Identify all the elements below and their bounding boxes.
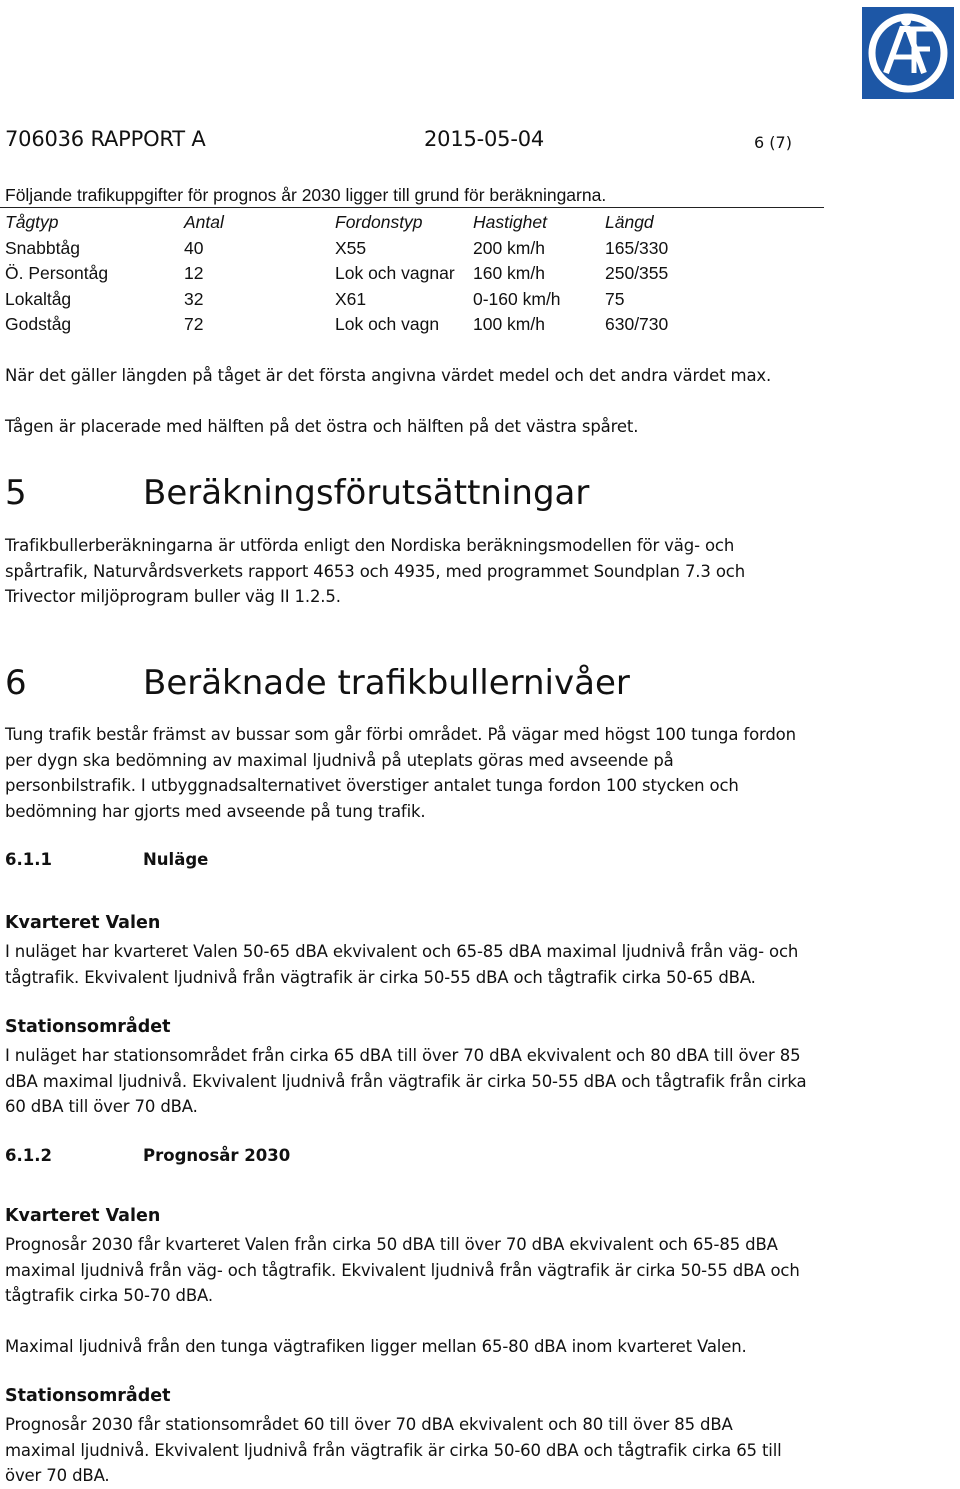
- paragraph-line: dBA maximal ljudnivå. Ekvivalent ljudnivå från vägtrafik är cirka 50-55 dBA och tågtrafik från cirka: [5, 1071, 807, 1091]
- table-row: [5, 312, 695, 338]
- table-cell: 100 km/h: [473, 314, 545, 335]
- note-length: När det gäller längden på tåget är det första angivna värdet medel och det andra värdet max.: [5, 366, 772, 385]
- table-header-row: [5, 210, 695, 236]
- column-header: Hastighet: [473, 212, 547, 233]
- table-cell: 200 km/h: [473, 237, 545, 258]
- table-cell: 630/730: [605, 314, 669, 335]
- paragraph-line: Trafikbullerberäkningarna är utförda enligt den Nordiska beräkningsmodellen för väg- och: [5, 536, 735, 555]
- table-cell: Lok och vagn: [335, 314, 440, 335]
- document-id: 706036 RAPPORT A: [5, 127, 206, 151]
- company-logo: [862, 7, 954, 99]
- paragraph-line: spårtrafik, Naturvårdsverkets rapport 4653 och 4935, med programmet Soundplan 7.3 och: [5, 561, 746, 581]
- subsection-number: 6.1.2: [5, 1146, 52, 1165]
- column-header: Fordonstyp: [335, 212, 423, 233]
- paragraph-line: per dygn ska bedömning av maximal ljudnivå på uteplats göras med avseende på: [5, 750, 674, 770]
- paragraph-line: Prognosår 2030 får kvarteret Valen från cirka 50 dBA till över 70 dBA ekvivalent och 65-85 dBA: [5, 1235, 778, 1254]
- paragraph-line: över 70 dBA.: [5, 1466, 110, 1486]
- table-cell: 75: [605, 288, 625, 309]
- table-cell: X55: [335, 237, 367, 258]
- page-number: 6 (7): [754, 133, 792, 152]
- paragraph-line: I nuläget har stationsområdet från cirka 65 dBA till över 70 dBA ekvivalent och 80 dBA till över 85: [5, 1046, 801, 1065]
- paragraph-line: personbilstrafik. I utbyggnadsalternativet överstiger antalet tunga fordon 100 stycken och: [5, 776, 739, 796]
- heavy-traffic-note: Maximal ljudnivå från den tunga vägtrafiken ligger mellan 65-80 dBA inom kvarteret Valen.: [5, 1337, 747, 1356]
- paragraph-line: Trivector miljöprogram buller väg II 1.2.5.: [5, 587, 341, 607]
- paragraph-line: I nuläget har kvarteret Valen 50-65 dBA ekvivalent och 65-85 dBA maximal ljudnivå från väg- och: [5, 942, 799, 961]
- subsection-heading-6-1-2: [5, 1146, 290, 1165]
- column-header: Antal: [184, 212, 224, 233]
- paragraph-line: maximal ljudnivå. Ekvivalent ljudnivå från vägtrafik är cirka 50-60 dBA och tågtrafik cirka 65 till: [5, 1440, 782, 1460]
- section-title: Beräkningsförutsättningar: [143, 473, 590, 513]
- paragraph-line: Tung trafik består främst av bussar som går förbi området. På vägar med högst 100 tunga fordon: [5, 725, 796, 744]
- section-heading-5: [5, 473, 589, 513]
- subheading-station: Stationsområdet: [5, 1386, 171, 1406]
- document-date: 2015-05-04: [424, 127, 545, 151]
- intro-text: Följande trafikuppgifter för prognos år 2030 ligger till grund för beräkningarna.: [5, 185, 607, 205]
- subheading-station: Stationsområdet: [5, 1017, 171, 1037]
- table-cell: 250/355: [605, 263, 669, 284]
- table-row: [5, 261, 695, 287]
- section-heading-6: [5, 663, 630, 703]
- table-row: [5, 236, 695, 262]
- table-cell: Ö. Persontåg: [5, 263, 109, 284]
- table-cell: 40: [184, 237, 204, 258]
- table-rule: [0, 207, 824, 208]
- column-header: Tågtyp: [5, 212, 59, 233]
- column-header: Längd: [605, 212, 654, 233]
- table-cell: 160 km/h: [473, 263, 545, 284]
- paragraph-line: tågtrafik. Ekvivalent ljudnivå från vägtrafik är cirka 50-55 dBA och tågtrafik cirka 50-65 dBA.: [5, 967, 756, 987]
- paragraph-line: maximal ljudnivå från väg- och tågtrafik. Ekvivalent ljudnivå från vägtrafik är cirka 50-55 dBA och: [5, 1260, 800, 1280]
- section-title: Beräknade trafikbullernivåer: [143, 663, 630, 703]
- table-cell: 72: [184, 314, 204, 335]
- section-number: 5: [5, 473, 27, 513]
- subsection-heading-6-1-1: [5, 850, 208, 869]
- table-cell: X61: [335, 288, 367, 309]
- table-cell: Godståg: [5, 314, 72, 335]
- table-cell: 32: [184, 288, 204, 309]
- note-tracks: Tågen är placerade med hälften på det östra och hälften på det västra spåret.: [5, 417, 639, 436]
- subsection-title: Prognosår 2030: [143, 1146, 291, 1165]
- paragraph-line: 60 dBA till över 70 dBA.: [5, 1097, 198, 1117]
- subheading-valen: Kvarteret Valen: [5, 1206, 161, 1226]
- table-cell: 0-160 km/h: [473, 288, 561, 309]
- table-cell: Snabbtåg: [5, 237, 80, 258]
- table-row: [5, 287, 695, 313]
- section-number: 6: [5, 663, 27, 703]
- subsection-number: 6.1.1: [5, 850, 52, 869]
- traffic-table: [5, 210, 695, 338]
- table-cell: Lok och vagnar: [335, 263, 455, 284]
- table-cell: 165/330: [605, 237, 669, 258]
- paragraph-line: Prognosår 2030 får stationsområdet 60 till över 70 dBA ekvivalent och 80 till över 85 dBA: [5, 1415, 733, 1434]
- paragraph-line: bedömning har gjorts med avseende på tung trafik.: [5, 801, 426, 821]
- subheading-valen: Kvarteret Valen: [5, 913, 161, 933]
- paragraph-line: tågtrafik cirka 50-70 dBA.: [5, 1286, 213, 1306]
- table-cell: 12: [184, 263, 204, 284]
- table-cell: Lokaltåg: [5, 288, 72, 309]
- subsection-title: Nuläge: [143, 850, 209, 869]
